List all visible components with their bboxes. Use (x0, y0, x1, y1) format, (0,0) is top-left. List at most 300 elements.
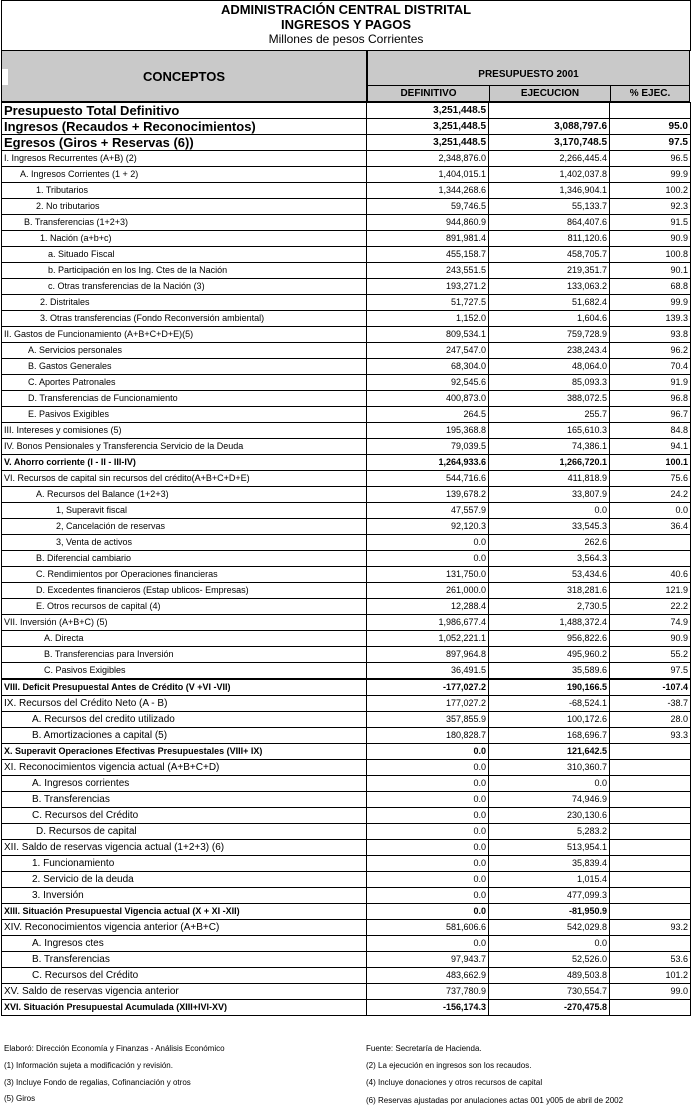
table-row (2, 936, 691, 952)
row-concept (2, 519, 367, 535)
row-definitivo: 0.0 (367, 551, 489, 567)
row-concept (2, 888, 367, 904)
row-definitivo: 0.0 (367, 744, 489, 760)
row-definitivo: 0.0 (367, 936, 489, 952)
row-ejecucion: 477,099.3 (489, 888, 610, 904)
row-pct-ejec: 99.0 (610, 984, 691, 1000)
row-definitivo: 139,678.2 (367, 487, 489, 503)
row-concept (2, 231, 367, 247)
row-concept-label: VI. Recursos de capital sin recursos del crédito(A+B+C+D+E) (4, 473, 250, 483)
row-concept-label: B. Transferencias para Inversión (44, 649, 174, 659)
table-row (2, 824, 691, 840)
row-ejecucion: 411,818.9 (489, 471, 610, 487)
row-concept-label: b. Participación en los Ing. Ctes de la Nación (48, 265, 228, 275)
row-concept-label: 2. Servicio de la deuda (32, 874, 134, 885)
row-pct-ejec (610, 808, 691, 824)
row-concept-label: C. Recursos del Crédito (32, 970, 139, 981)
table-row (2, 663, 691, 680)
row-ejecucion: 1,015.4 (489, 872, 610, 888)
row-concept-label: Ingresos (Recaudos + Reconocimientos) (4, 119, 256, 134)
row-concept-label: XV. Saldo de reservas vigencia anterior (4, 986, 179, 997)
row-concept (2, 792, 367, 808)
row-ejecucion: 388,072.5 (489, 391, 610, 407)
row-ejecucion: 230,130.6 (489, 808, 610, 824)
row-definitivo: 12,288.4 (367, 599, 489, 615)
row-ejecucion: 165,610.3 (489, 423, 610, 439)
table-row (2, 888, 691, 904)
row-concept-label: A. Servicios personales (28, 345, 123, 355)
table-row (2, 439, 691, 455)
row-pct-ejec: 101.2 (610, 968, 691, 984)
row-pct-ejec: 99.9 (610, 295, 691, 311)
table-row (2, 599, 691, 615)
row-concept-label: 1. Nación (a+b+c) (40, 233, 112, 243)
table-row (2, 279, 691, 295)
footnote-1: (1) Información sujeta a modificación y revisión. (4, 1061, 173, 1070)
row-definitivo: 1,404,015.1 (367, 167, 489, 183)
row-pct-ejec: 90.9 (610, 631, 691, 647)
table-row (2, 231, 691, 247)
row-ejecucion: 55,133.7 (489, 199, 610, 215)
row-pct-ejec: 22.2 (610, 599, 691, 615)
row-pct-ejec: 68.8 (610, 279, 691, 295)
col-header-conceptos: CONCEPTOS (2, 51, 368, 101)
row-concept-label: X. Superavit Operaciones Efectivas Presupuestales (VIII+ IX) (4, 746, 263, 756)
row-ejecucion: 190,166.5 (489, 679, 610, 696)
row-concept (2, 936, 367, 952)
table-row (2, 872, 691, 888)
row-pct-ejec: 96.7 (610, 407, 691, 423)
row-concept (2, 327, 367, 343)
row-ejecucion: 53,434.6 (489, 567, 610, 583)
row-concept-label: A. Recursos del Balance (1+2+3) (36, 489, 169, 499)
row-ejecucion: 51,682.4 (489, 295, 610, 311)
row-ejecucion: 133,063.2 (489, 279, 610, 295)
row-definitivo: 3,251,448.5 (367, 119, 489, 135)
table-row (2, 167, 691, 183)
row-concept-label: XIV. Reconocimientos vigencia anterior (A+B+C) (4, 922, 220, 933)
table-row (2, 696, 691, 712)
row-ejecucion: -68,524.1 (489, 696, 610, 712)
row-pct-ejec: 24.2 (610, 487, 691, 503)
row-ejecucion: 35,589.6 (489, 663, 610, 680)
row-ejecucion: -81,950.9 (489, 904, 610, 920)
row-concept-label: B. Amortizaciones a capital (5) (32, 730, 168, 741)
row-concept-label: C. Recursos del Crédito (32, 810, 139, 821)
row-pct-ejec: 28.0 (610, 712, 691, 728)
row-definitivo: 2,348,876.0 (367, 151, 489, 167)
row-concept (2, 567, 367, 583)
row-concept-label: XI. Reconocimientos vigencia actual (A+B+C+D) (4, 762, 220, 773)
row-concept-label: C. Pasivos Exigibles (44, 665, 126, 675)
row-definitivo: 79,039.5 (367, 439, 489, 455)
row-concept-label: XVI. Situación Presupuestal Acumulada (XIII+IVI-XV) (4, 1002, 227, 1012)
row-concept-label: 2, Cancelación de reservas (56, 521, 166, 531)
row-concept (2, 407, 367, 423)
table-row (2, 760, 691, 776)
row-definitivo: 0.0 (367, 840, 489, 856)
row-concept-label: VIII. Deficit Presupuestal Antes de Crédito (V +VI -VII) (4, 682, 231, 692)
row-pct-ejec: 100.1 (610, 455, 691, 471)
row-concept (2, 455, 367, 471)
row-concept (2, 551, 367, 567)
row-ejecucion (489, 103, 610, 119)
table-row (2, 135, 691, 151)
report-header (1, 0, 691, 51)
row-ejecucion: 1,488,372.4 (489, 615, 610, 631)
row-concept-label: A. Ingresos ctes (32, 938, 104, 949)
row-concept (2, 583, 367, 599)
row-concept (2, 920, 367, 936)
row-definitivo: 177,027.2 (367, 696, 489, 712)
row-concept (2, 808, 367, 824)
row-concept (2, 263, 367, 279)
row-concept (2, 647, 367, 663)
row-definitivo: 51,727.5 (367, 295, 489, 311)
row-concept-label: 3. Otras transferencias (Fondo Reconversión ambiental) (40, 313, 265, 323)
table-row (2, 423, 691, 439)
row-concept-label: 1, Superavit fiscal (56, 505, 128, 515)
row-ejecucion: 255.7 (489, 407, 610, 423)
row-definitivo: 47,557.9 (367, 503, 489, 519)
row-ejecucion: 759,728.9 (489, 327, 610, 343)
row-definitivo: 944,860.9 (367, 215, 489, 231)
row-concept (2, 744, 367, 760)
row-concept (2, 439, 367, 455)
row-pct-ejec (610, 824, 691, 840)
row-ejecucion: 121,642.5 (489, 744, 610, 760)
table-row (2, 103, 691, 119)
col-header-ejecucion: EJECUCION (490, 85, 611, 101)
row-concept (2, 151, 367, 167)
row-pct-ejec (610, 103, 691, 119)
row-pct-ejec (610, 840, 691, 856)
footer-fuente: Fuente: Secretaría de Hacienda. (366, 1044, 482, 1053)
row-ejecucion: 35,839.4 (489, 856, 610, 872)
table-row (2, 792, 691, 808)
row-pct-ejec: 96.5 (610, 151, 691, 167)
row-ejecucion: 52,526.0 (489, 952, 610, 968)
table-row (2, 535, 691, 551)
row-concept-label: a. Situado Fiscal (48, 249, 115, 259)
table-row (2, 615, 691, 631)
row-ejecucion: 33,807.9 (489, 487, 610, 503)
row-pct-ejec: 84.8 (610, 423, 691, 439)
report-units: Millones de pesos Corrientes (268, 32, 424, 46)
row-pct-ejec (610, 535, 691, 551)
row-definitivo: 92,545.6 (367, 375, 489, 391)
row-ejecucion: 542,029.8 (489, 920, 610, 936)
row-definitivo: 357,855.9 (367, 712, 489, 728)
row-ejecucion: -270,475.8 (489, 1000, 610, 1016)
row-ejecucion: 310,360.7 (489, 760, 610, 776)
row-concept-label: C. Rendimientos por Operaciones financieras (36, 569, 218, 579)
row-concept-label: VII. Inversión (A+B+C) (5) (4, 617, 108, 627)
row-concept (2, 1000, 367, 1016)
row-definitivo: 36,491.5 (367, 663, 489, 680)
table-row (2, 183, 691, 199)
row-concept-label: 3. Inversión (32, 890, 84, 901)
col-header-pct-ejec: % EJEC. (611, 85, 689, 101)
row-concept-label: IX. Recursos del Crédito Neto (A - B) (4, 698, 168, 709)
table-row (2, 391, 691, 407)
row-pct-ejec: 91.5 (610, 215, 691, 231)
row-concept (2, 183, 367, 199)
row-definitivo: 0.0 (367, 808, 489, 824)
table-row (2, 904, 691, 920)
row-pct-ejec: 93.2 (610, 920, 691, 936)
row-definitivo: 195,368.8 (367, 423, 489, 439)
footnote-5: (5) Giros (4, 1094, 36, 1103)
row-definitivo: 1,986,677.4 (367, 615, 489, 631)
table-row (2, 359, 691, 375)
row-concept-label: D. Excedentes financieros (Estap ublicos- Empresas) (36, 585, 249, 595)
table-row (2, 487, 691, 503)
row-definitivo: 0.0 (367, 888, 489, 904)
table-row (2, 215, 691, 231)
row-ejecucion: 85,093.3 (489, 375, 610, 391)
row-pct-ejec: 91.9 (610, 375, 691, 391)
row-pct-ejec: 139.3 (610, 311, 691, 327)
row-concept-label: A. Recursos del credito utilizado (32, 714, 175, 725)
row-pct-ejec (610, 904, 691, 920)
row-pct-ejec: 53.6 (610, 952, 691, 968)
row-concept (2, 631, 367, 647)
row-pct-ejec: 0.0 (610, 503, 691, 519)
row-concept-label: D. Transferencias de Funcionamiento (28, 393, 178, 403)
row-ejecucion: 864,407.6 (489, 215, 610, 231)
row-pct-ejec (610, 744, 691, 760)
table-row (2, 119, 691, 135)
row-definitivo: 68,304.0 (367, 359, 489, 375)
row-definitivo: 1,152.0 (367, 311, 489, 327)
row-concept-label: 3, Venta de activos (56, 537, 133, 547)
row-pct-ejec (610, 776, 691, 792)
row-definitivo: 1,052,221.1 (367, 631, 489, 647)
row-concept (2, 471, 367, 487)
row-concept-label: B. Transferencias (32, 794, 110, 805)
row-pct-ejec: 55.2 (610, 647, 691, 663)
table-row (2, 263, 691, 279)
row-pct-ejec: 92.3 (610, 199, 691, 215)
row-ejecucion: 956,822.6 (489, 631, 610, 647)
row-concept-label: II. Gastos de Funcionamiento (A+B+C+D+E)(5) (4, 329, 194, 339)
row-pct-ejec: 94.1 (610, 439, 691, 455)
row-pct-ejec (610, 760, 691, 776)
row-concept-label: 2. No tributarios (36, 201, 100, 211)
row-concept (2, 824, 367, 840)
table-row (2, 984, 691, 1000)
row-ejecucion: 489,503.8 (489, 968, 610, 984)
table-row (2, 567, 691, 583)
row-ejecucion: 262.6 (489, 535, 610, 551)
row-ejecucion: 1,346,904.1 (489, 183, 610, 199)
row-concept-label: B. Transferencias (32, 954, 110, 965)
row-definitivo: 247,547.0 (367, 343, 489, 359)
footnote-4: (4) Incluye donaciones y otros recursos de capital (366, 1078, 543, 1087)
row-concept-label: Egresos (Giros + Reservas (6)) (4, 135, 194, 150)
budget-table-body (2, 103, 691, 1016)
row-ejecucion: 513,954.1 (489, 840, 610, 856)
table-row (2, 551, 691, 567)
row-concept (2, 503, 367, 519)
row-pct-ejec: -107.4 (610, 679, 691, 696)
row-concept-label: A. Ingresos corrientes (32, 778, 130, 789)
row-pct-ejec (610, 872, 691, 888)
table-row (2, 311, 691, 327)
table-row (2, 471, 691, 487)
row-ejecucion: 0.0 (489, 503, 610, 519)
table-row (2, 151, 691, 167)
row-concept-label: 2. Distritales (40, 297, 90, 307)
row-ejecucion: 33,545.3 (489, 519, 610, 535)
row-pct-ejec: 90.1 (610, 263, 691, 279)
row-concept-label: III. Intereses y comisiones (5) (4, 425, 122, 435)
row-concept-label: B. Diferencial cambiario (36, 553, 132, 563)
row-definitivo: 0.0 (367, 792, 489, 808)
row-concept-label: D. Recursos de capital (36, 826, 137, 837)
row-concept (2, 696, 367, 712)
col-header-definitivo: DEFINITIVO (368, 85, 490, 101)
footnote-6: (6) Reservas ajustadas por anulaciones actas 001 y005 de abril de 2002 (366, 1096, 624, 1105)
row-concept (2, 119, 367, 135)
table-row (2, 343, 691, 359)
table-row (2, 407, 691, 423)
row-concept (2, 615, 367, 631)
row-ejecucion: 458,705.7 (489, 247, 610, 263)
row-definitivo: 243,551.5 (367, 263, 489, 279)
row-concept (2, 215, 367, 231)
row-concept-label: XII. Saldo de reservas vigencia actual (1+2+3) (6) (4, 842, 225, 853)
row-pct-ejec: 93.8 (610, 327, 691, 343)
row-concept (2, 487, 367, 503)
table-row (2, 728, 691, 744)
row-pct-ejec: 40.6 (610, 567, 691, 583)
row-concept (2, 279, 367, 295)
table-row (2, 840, 691, 856)
row-pct-ejec (610, 856, 691, 872)
row-concept (2, 167, 367, 183)
row-definitivo: -177,027.2 (367, 679, 489, 696)
row-concept (2, 103, 367, 119)
table-row (2, 952, 691, 968)
row-concept-label: c. Otras transferencias de la Nación (3) (48, 281, 205, 291)
row-pct-ejec: 93.3 (610, 728, 691, 744)
row-concept-label: A. Directa (44, 633, 84, 643)
row-definitivo: 455,158.7 (367, 247, 489, 263)
row-definitivo: 0.0 (367, 535, 489, 551)
table-row (2, 856, 691, 872)
row-definitivo: 891,981.4 (367, 231, 489, 247)
row-concept (2, 135, 367, 151)
row-concept (2, 712, 367, 728)
report-subtitle: INGRESOS Y PAGOS (280, 17, 412, 32)
table-row (2, 776, 691, 792)
row-definitivo: 1,264,933.6 (367, 455, 489, 471)
row-concept (2, 359, 367, 375)
row-concept-label: 1. Tributarios (36, 185, 89, 195)
row-concept-label: E. Otros recursos de capital (4) (36, 601, 161, 611)
row-concept-label: IV. Bonos Pensionales y Transferencia Servicio de la Deuda (4, 441, 244, 451)
row-concept (2, 760, 367, 776)
row-ejecucion: 730,554.7 (489, 984, 610, 1000)
row-concept (2, 423, 367, 439)
row-concept (2, 375, 367, 391)
row-ejecucion: 1,402,037.8 (489, 167, 610, 183)
row-concept (2, 840, 367, 856)
table-row (2, 247, 691, 263)
row-concept (2, 679, 367, 696)
footnote-2: (2) La ejecución en ingresos son los recaudos. (366, 1061, 532, 1070)
row-concept (2, 391, 367, 407)
table-row (2, 1000, 691, 1016)
table-row (2, 375, 691, 391)
table-row (2, 327, 691, 343)
row-ejecucion: 2,730.5 (489, 599, 610, 615)
row-ejecucion: 3,088,797.6 (489, 119, 610, 135)
table-row (2, 455, 691, 471)
row-concept-label: B. Gastos Generales (28, 361, 112, 371)
row-ejecucion: 48,064.0 (489, 359, 610, 375)
row-concept (2, 311, 367, 327)
row-pct-ejec (610, 792, 691, 808)
row-concept-label: 1. Funcionamiento (32, 858, 115, 869)
row-definitivo: 0.0 (367, 856, 489, 872)
row-pct-ejec: 74.9 (610, 615, 691, 631)
row-ejecucion: 0.0 (489, 936, 610, 952)
table-row (2, 679, 691, 696)
row-concept (2, 984, 367, 1000)
row-definitivo: 0.0 (367, 760, 489, 776)
row-ejecucion: 1,266,720.1 (489, 455, 610, 471)
row-concept-label: V. Ahorro corriente (I - II - III-IV) (4, 457, 136, 467)
row-ejecucion: 74,946.9 (489, 792, 610, 808)
row-pct-ejec: 95.0 (610, 119, 691, 135)
table-row (2, 647, 691, 663)
table-row (2, 199, 691, 215)
table-row (2, 503, 691, 519)
row-definitivo: 0.0 (367, 776, 489, 792)
row-definitivo: 180,828.7 (367, 728, 489, 744)
row-concept-label: I. Ingresos Recurrentes (A+B) (2) (4, 153, 137, 163)
row-concept-label: Presupuesto Total Definitivo (4, 103, 180, 118)
row-concept (2, 904, 367, 920)
row-pct-ejec: -38.7 (610, 696, 691, 712)
row-concept (2, 776, 367, 792)
row-definitivo: 59,746.5 (367, 199, 489, 215)
table-row (2, 631, 691, 647)
row-definitivo: 544,716.6 (367, 471, 489, 487)
table-header (1, 50, 690, 102)
row-definitivo: 737,780.9 (367, 984, 489, 1000)
row-pct-ejec (610, 551, 691, 567)
row-definitivo: 3,251,448.5 (367, 103, 489, 119)
table-row (2, 920, 691, 936)
table-row (2, 712, 691, 728)
row-ejecucion: 219,351.7 (489, 263, 610, 279)
row-ejecucion: 495,960.2 (489, 647, 610, 663)
row-definitivo: 0.0 (367, 872, 489, 888)
row-definitivo: 483,662.9 (367, 968, 489, 984)
row-concept-label: A. Ingresos Corrientes (1 + 2) (20, 169, 139, 179)
row-definitivo: 400,873.0 (367, 391, 489, 407)
row-concept (2, 535, 367, 551)
row-pct-ejec: 75.6 (610, 471, 691, 487)
row-concept-label: E. Pasivos Exigibles (28, 409, 110, 419)
table-row (2, 519, 691, 535)
row-ejecucion: 811,120.6 (489, 231, 610, 247)
row-concept (2, 872, 367, 888)
